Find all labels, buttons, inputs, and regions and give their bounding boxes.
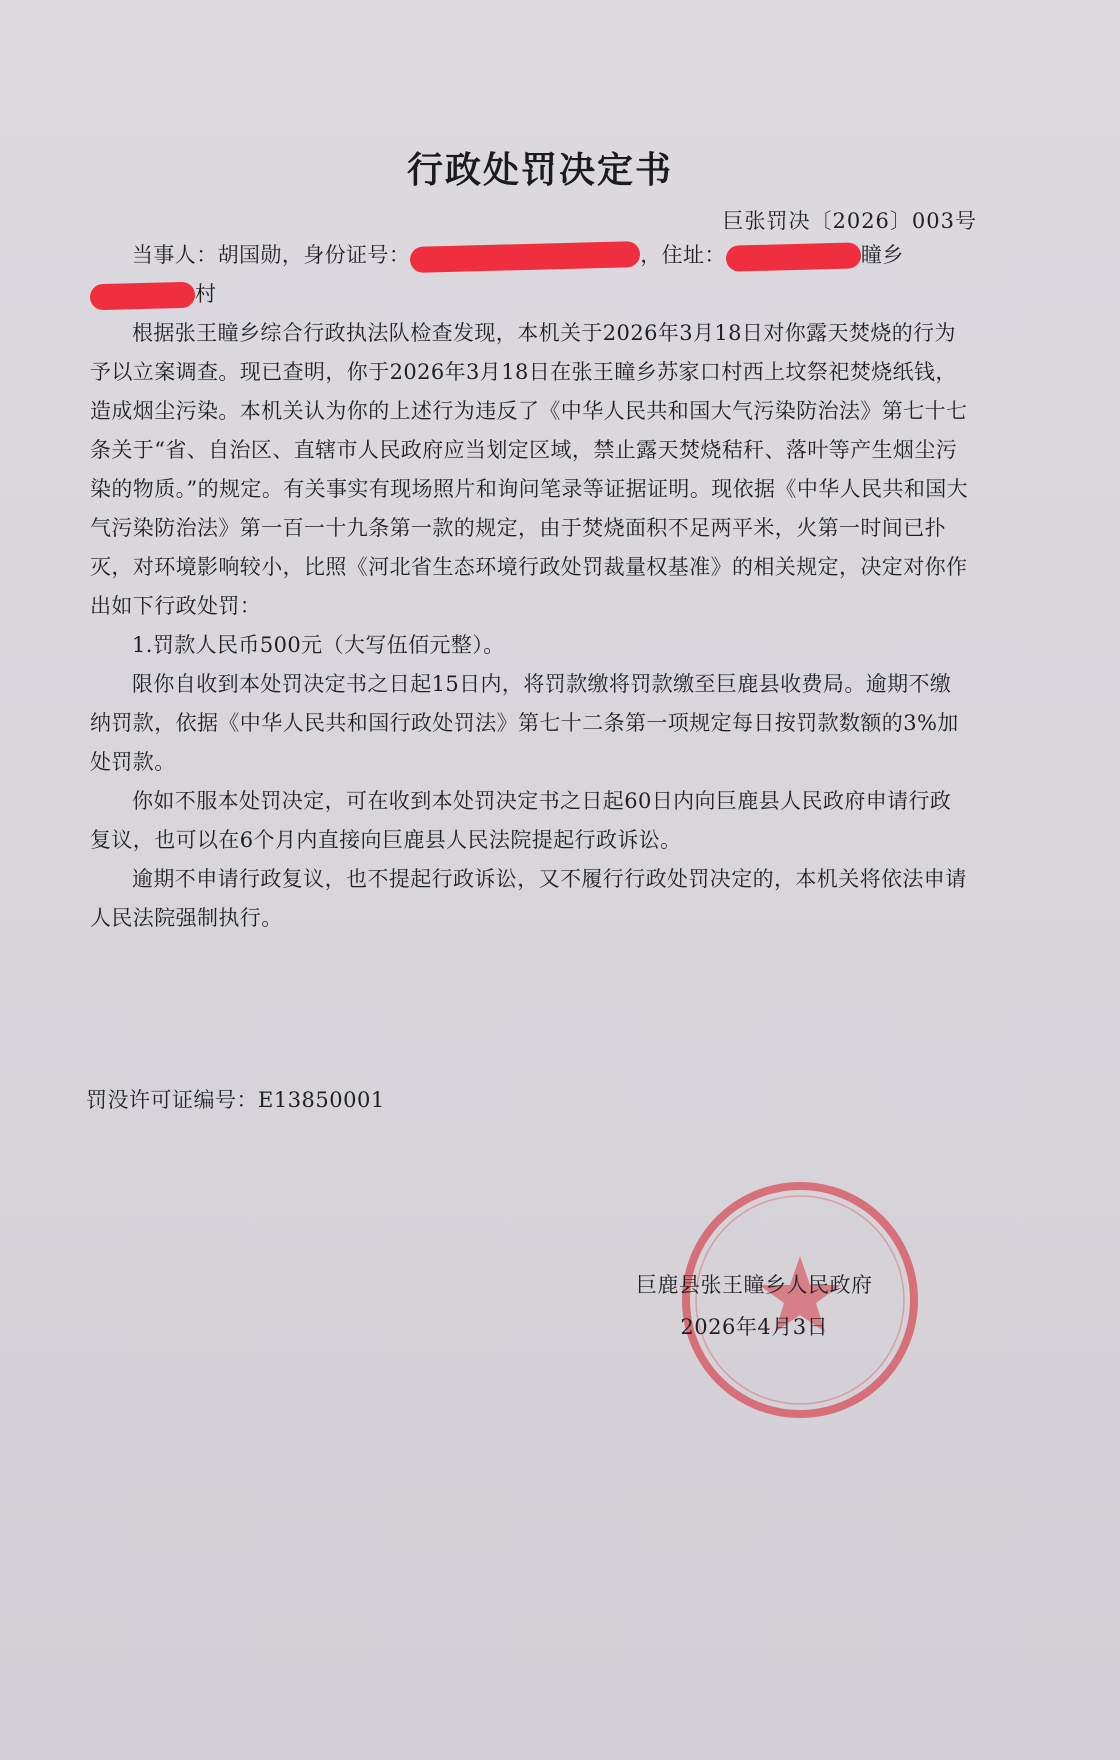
address-redaction (726, 242, 862, 272)
paragraph-facts: 根据张王瞳乡综合行政执法队检查发现，本机关于2026年3月18日对你露天焚烧的行为予以立案调查。现已查明，你于2026年3月18日在张王瞳乡苏家口村西上坟祭祀焚烧纸钱，造成烟尘污染。本机关认为你的上述行为违反了《中华人民共和国大气污染防治法》第七十七条关于“省、自治区、直辖市人民政府应当划定区域，禁止露天焚烧秸秆、落叶等产生烟尘污染的物质。”的规定。有关事实有现场照片和询问笔录等证据证明。现依据《中华人民共和国大气污染防治法》第一百一十九条第一款的规定，由于焚烧面积不足两平米，火第一时间已扑灭，对环境影响较小，比照《河北省生态环境行政处罚裁量权基准》的相关规定，决定对你作出如下行政处罚： (90, 321, 969, 618)
address-label: 住址： (661, 243, 726, 267)
party-label: 当事人： (132, 243, 218, 267)
address-redaction-continued (90, 281, 196, 310)
id-redaction (410, 240, 641, 272)
document-number: 巨张罚决〔2026〕003号 (722, 209, 977, 233)
license-number: 罚没许可证编号：E13850001 (86, 1088, 385, 1112)
signature-block (636, 1264, 873, 1348)
document-body (90, 236, 972, 938)
party-line-continuation (90, 275, 972, 314)
issuing-authority: 巨鹿县张王瞳乡人民政府 (636, 1273, 873, 1297)
paragraph-enforcement: 逾期不申请行政复议，也不提起行政诉讼，又不履行行政处罚决定的，本机关将依法申请人民法院强制执行。 (90, 867, 967, 930)
paragraph-penalty: 1.罚款人民币500元（大写伍佰元整）。 (132, 633, 505, 657)
address-tail: 村 (195, 282, 217, 306)
party-name: 胡国勋 (217, 243, 282, 267)
id-label: 身份证号： (303, 243, 411, 267)
paragraph-appeal: 你如不服本处罚决定，可在收到本处罚决定书之日起60日内向巨鹿县人民政府申请行政复议，也可以在6个月内直接向巨鹿县人民法院提起行政诉讼。 (90, 789, 952, 852)
paragraph-payment: 限你自收到本处罚决定书之日起15日内，将罚款缴将罚款缴至巨鹿县收费局。逾期不缴纳罚款，依据《中华人民共和国行政处罚法》第七十二条第一项规定每日按罚款数额的3%加处罚款。 (90, 672, 959, 774)
document-title: 行政处罚决定书 (406, 150, 673, 191)
address-suffix: 瞳乡 (860, 243, 904, 267)
issue-date: 2026年4月3日 (680, 1315, 829, 1339)
party-line: 当事人：胡国勋，身份证号： ，住址： 瞳乡 (90, 236, 972, 275)
